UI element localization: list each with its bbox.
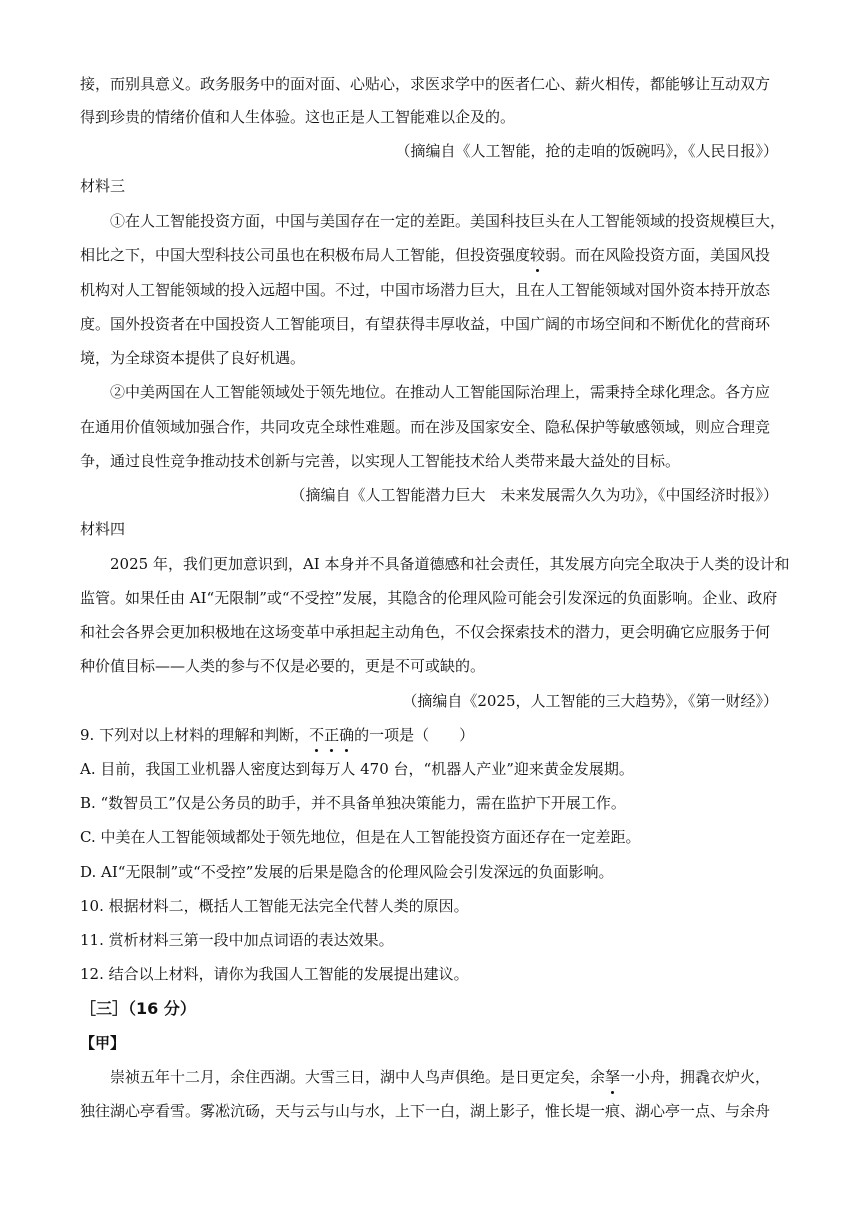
classical-text-line: 独往湖心亭看雪。雾凇沆砀，天与云与山与水，上下一白，湖上影子，惟长堤一痕、湖心亭一点、与余舟 <box>80 1102 771 1120</box>
text-line: 监管。如果任由 AI“无限制”或“不受控”发展，其隐含的伦理风险可能会引发深远的负面影响。企业、政府 <box>80 589 778 607</box>
text-line: 争，通过良性竞争推动技术创新与完善，以实现人工智能技术给人类带来最大益处的目标。 <box>80 452 681 470</box>
question-10: 10. 根据材料二，概括人工智能无法完全代替人类的原因。 <box>80 897 469 915</box>
material-heading: 材料四 <box>80 520 126 538</box>
source-citation: （摘编自《2025，人工智能的三大趋势》，《第一财经》） <box>402 692 778 710</box>
text-line: 得到珍贵的情绪价值和人生体验。这也正是人工智能难以企及的。 <box>80 108 516 126</box>
option-a: A. 目前，我国工业机器人密度达到每万人 470 台，“机器人产业”迎来黄金发展期。 <box>80 760 634 778</box>
emphasis-dot-char: 不 <box>309 726 325 744</box>
option-d: D. AI“无限制”或“不受控”发展的后果是隐含的伦理风险会引发深远的负面影响。 <box>80 863 614 881</box>
text-line: 2025 年，我们更加意识到，AI 本身并不具备道德感和社会责任，其发展方向完全取决于人类的设计和 <box>110 555 790 573</box>
source-citation: （摘编自《人工智能，抢的走咱的饭碗吗》，《人民日报》） <box>395 142 778 160</box>
question-9: 9. 下列对以上材料的理解和判断，不正确的一项是（ ） <box>80 726 475 744</box>
question-12: 12. 结合以上材料，请你为我国人工智能的发展提出建议。 <box>80 965 469 983</box>
text-line: 境，为全球资本提供了良好机遇。 <box>80 349 306 367</box>
classical-text-line: 崇祯五年十二月，余住西湖。大雪三日，湖中人鸟声俱绝。是日更定矣，余拏一小舟，拥毳衣炉火， <box>110 1068 771 1086</box>
option-c: C. 中美在人工智能领域都处于领先地位，但是在人工智能投资方面还存在一定差距。 <box>80 828 641 846</box>
emphasis-dot-char: 正 <box>324 726 340 744</box>
emphasis-dot-char: 拏 <box>605 1068 621 1086</box>
emphasis-dot-word: 较 <box>530 246 546 264</box>
text-line: 机构对人工智能领域的投入远超中国。不过，中国市场潜力巨大，且在人工智能领域对国外资本持开放态 <box>80 281 771 299</box>
passage-label: 【甲】 <box>80 1034 126 1052</box>
text-line: 接，而别具意义。政务服务中的面对面、心贴心，求医求学中的医者仁心、薪火相传，都能够让互动双方 <box>80 75 771 93</box>
material-heading: 材料三 <box>80 177 126 195</box>
question-11: 11. 赏析材料三第一段中加点词语的表达效果。 <box>80 931 394 949</box>
text-line: 相比之下，中国大型科技公司虽也在积极布局人工智能，但投资强度较弱。而在风险投资方面，美国风投 <box>80 246 771 264</box>
text-line: 种价值目标——人类的参与不仅是必要的，更是不可或缺的。 <box>80 657 486 675</box>
text-line: ①在人工智能投资方面，中国与美国存在一定的差距。美国科技巨头在人工智能领域的投资规模巨大， <box>110 212 786 230</box>
text-line: 和社会各界会更加积极地在这场变革中承担起主动角色，不仅会探索技术的潜力，更会明确它应服务于何 <box>80 623 771 641</box>
option-b: B. “数智员工”仅是公务员的助手，并不具备单独决策能力，需在监护下开展工作。 <box>80 794 626 812</box>
section-heading: ［三］（16 分） <box>80 999 196 1018</box>
text-line: ②中美两国在人工智能领域处于领先地位。在推动人工智能国际治理上，需秉持全球化理念。各方应 <box>110 383 771 401</box>
source-citation: （摘编自《人工智能潜力巨大 未来发展需久久为功》，《中国经济时报》） <box>290 486 778 504</box>
text-line: 度。国外投资者在中国投资人工智能项目，有望获得丰厚收益，中国广阔的市场空间和不断优化的营商环 <box>80 315 771 333</box>
text-line: 在通用价值领域加强合作，共同攻克全球性难题。而在涉及国家安全、隐私保护等敏感领域，则应合理竞 <box>80 418 771 436</box>
emphasis-dot-char: 确 <box>339 726 355 744</box>
